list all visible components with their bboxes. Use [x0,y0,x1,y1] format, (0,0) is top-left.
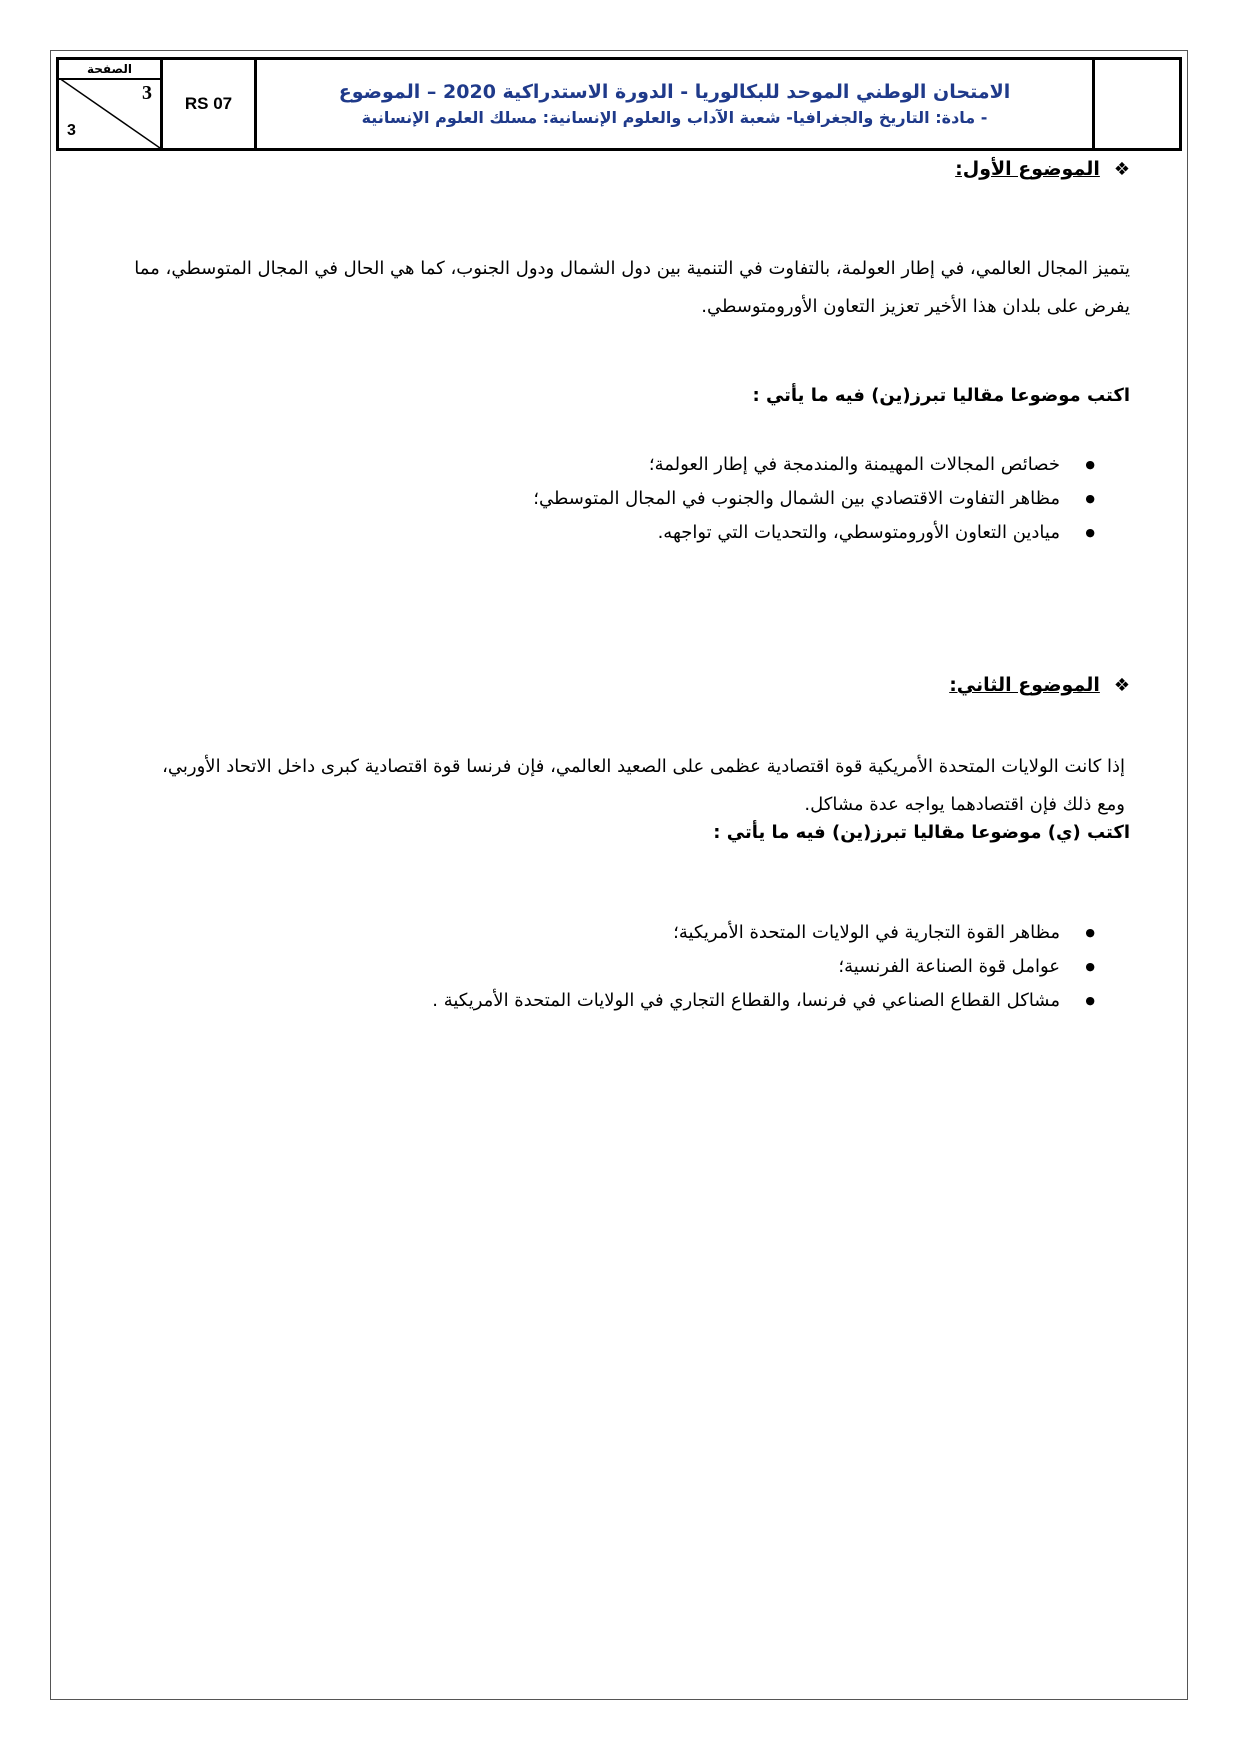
subject1-list [110,448,1095,550]
subject2-title: الموضوع الثاني: [949,674,1100,696]
list-item: ● خصائص المجالات المهيمنة والمندمجة في إطار العولمة؛ [110,448,1095,482]
subject1-title: الموضوع الأول: [955,158,1100,180]
page-label: الصفحة [59,60,160,80]
list-item: ● مظاهر القوة التجارية في الولايات المتحدة الأمريكية؛ [110,916,1095,950]
exam-title: الامتحان الوطني الموحد للبكالوريا - الدورة الاستدراكية 2020 – الموضوع [338,81,1011,103]
subject2-heading [110,674,1130,696]
page-total: 3 [67,122,76,139]
page-number: 3 [142,82,152,104]
subject1-heading [110,158,1130,180]
list-item: ● عوامل قوة الصناعة الفرنسية؛ [110,950,1095,984]
subject1-paragraph: يتميز المجال العالمي، في إطار العولمة، بالتفاوت في التنمية بين دول الشمال ودول الجنوب، كما هي الحال في المجال المتوسطي، مما يفرض على بلدان هذا الأخير تعزيز التعاون الأورومتوسطي. [134,258,1130,317]
exam-code: RS 07 [163,60,257,148]
exam-subtitle: - مادة: التاريخ والجغرافيا- شعبة الآداب والعلوم الإنسانية: مسلك العلوم الإنسانية [361,108,988,127]
subject1-bullet-icon: ❖ [1113,159,1130,180]
subject2-instruction: اكتب (ي) موضوعا مقاليا تبرز(ين) فيه ما يأتي : [713,822,1130,843]
exam-title-box [257,60,1095,148]
subject1-instruction: اكتب موضوعا مقاليا تبرز(ين) فيه ما يأتي : [752,385,1130,406]
subject2-paragraph: إذا كانت الولايات المتحدة الأمريكية قوة اقتصادية عظمى على الصعيد العالمي، فإن فرنسا قوة اقتصادية كبرى داخل الاتحاد الأوربي، ومع ذلك فإن اقتصادهما يواجه عدة مشاكل. [162,756,1125,815]
subject2-bullet-icon: ❖ [1113,675,1130,696]
blank-box [1095,60,1179,148]
list-item: ● مشاكل القطاع الصناعي في فرنسا، والقطاع التجاري في الولايات المتحدة الأمريكية . [110,984,1095,1018]
page-number-box [59,60,163,148]
exam-header [56,57,1182,151]
list-item: ● مظاهر التفاوت الاقتصادي بين الشمال والجنوب في المجال المتوسطي؛ [110,482,1095,516]
list-item: ● ميادين التعاون الأورومتوسطي، والتحديات التي تواجهه. [110,516,1095,550]
subject2-list [110,916,1095,1018]
